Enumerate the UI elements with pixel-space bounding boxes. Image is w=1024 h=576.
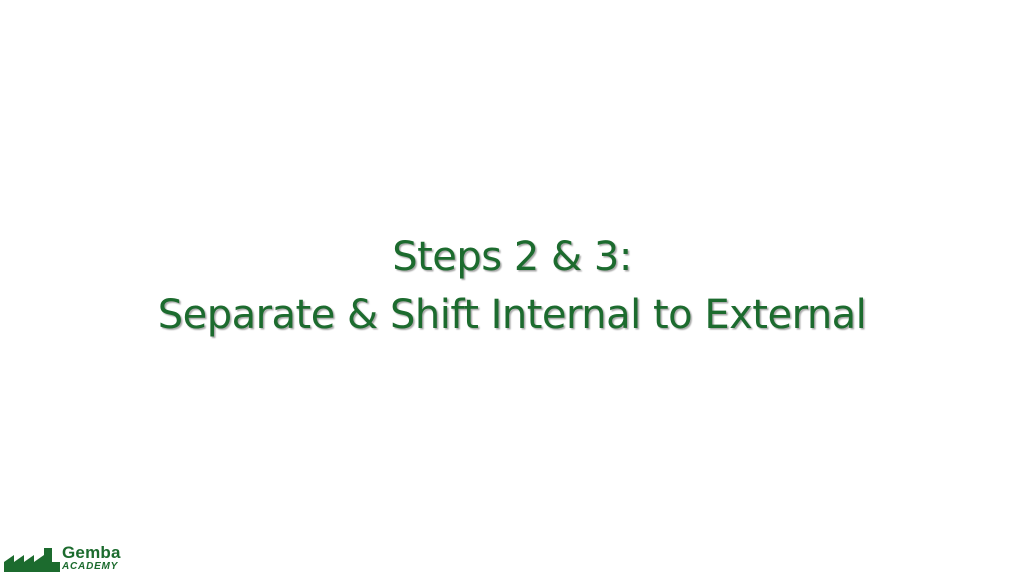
title-line-steps: Steps 2 & 3: xyxy=(392,234,632,280)
factory-icon xyxy=(4,546,60,572)
slide-title xyxy=(0,228,1024,344)
gemba-academy-logo xyxy=(4,544,154,574)
logo-subtitle: ACADEMY xyxy=(62,561,119,572)
logo-wordmark: Gemba xyxy=(62,543,121,562)
title-line-description: Separate & Shift Internal to External xyxy=(157,292,867,338)
